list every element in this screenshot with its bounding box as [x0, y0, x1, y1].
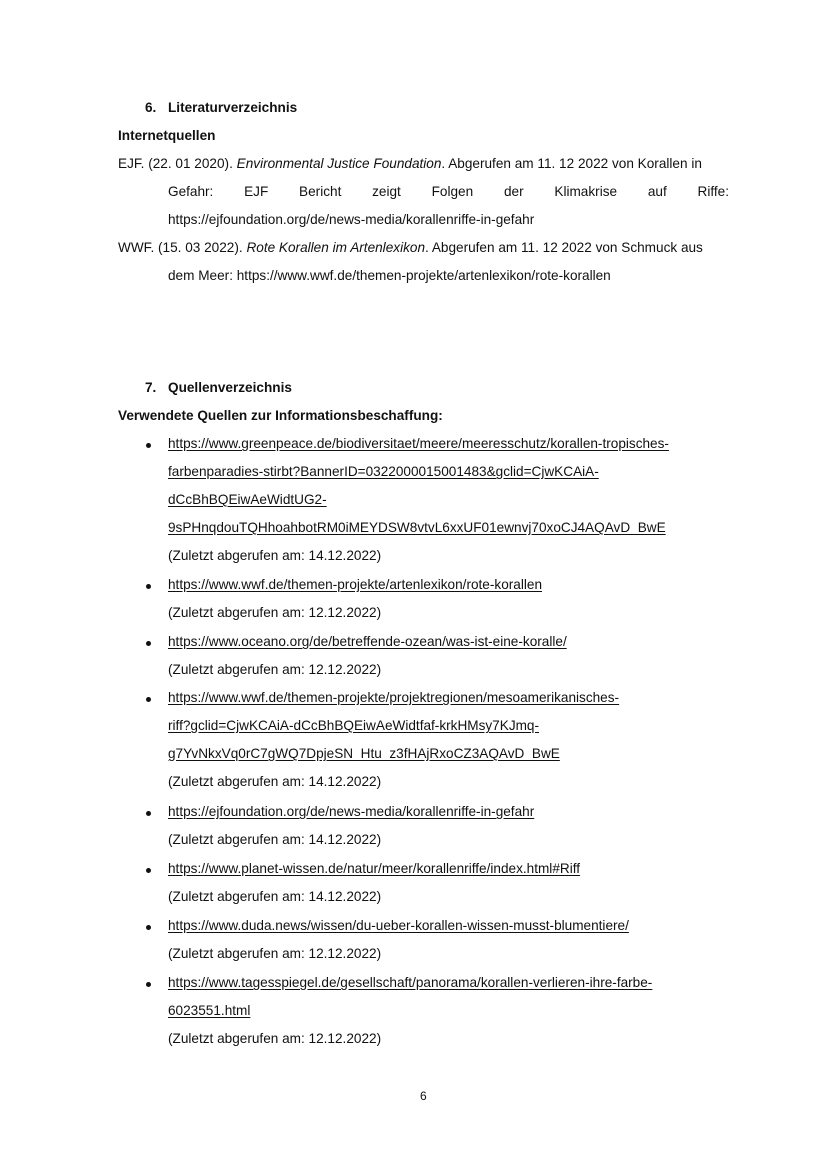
entry-title: Environmental Justice Foundation	[236, 156, 442, 171]
source-accessed-note: (Zuletzt abgerufen am: 12.12.2022)	[168, 605, 382, 620]
sources-heading-number: 7.	[145, 380, 157, 395]
source-accessed-note: (Zuletzt abgerufen am: 14.12.2022)	[168, 774, 382, 789]
literature-entry-ejf-line2	[168, 184, 729, 199]
source-link[interactable]: 9sPHnqdouTQHhoahbotRM0iMEYDSW8vtvL6xxUF01ewnvj70xoCJ4AQAvD_BwE	[168, 520, 666, 535]
source-link[interactable]: https://www.tagesspiegel.de/gesellschaft/panorama/korallen-verlieren-ihre-farbe-	[168, 975, 653, 990]
source-link[interactable]: farbenparadies-stirbt?BannerID=0322000015001483&gclid=CjwKCAiA-	[168, 464, 599, 479]
source-link[interactable]: https://www.planet-wissen.de/natur/meer/korallenriffe/index.html#Riff	[168, 861, 581, 876]
bullet-icon	[146, 925, 151, 930]
entry-word: EJF	[244, 184, 269, 199]
bullet-icon	[146, 641, 151, 646]
source-accessed-note: (Zuletzt abgerufen am: 14.12.2022)	[168, 889, 382, 904]
entry-prefix: WWF. (15. 03 2022).	[118, 240, 247, 255]
entry-word: Bericht	[299, 184, 342, 199]
source-link[interactable]: dCcBhBQEiwAeWidtUG2-	[168, 492, 327, 507]
source-link[interactable]: https://www.wwf.de/themen-projekte/artenlexikon/rote-korallen	[168, 577, 543, 592]
source-link[interactable]: riff?gclid=CjwKCAiA-dCcBhBQEiwAeWidtfaf-krkHMsy7KJmq-	[168, 718, 540, 733]
entry-title: Rote Korallen im Artenlexikon	[246, 240, 426, 255]
source-accessed-note: (Zuletzt abgerufen am: 12.12.2022)	[168, 1031, 382, 1046]
source-accessed-note: (Zuletzt abgerufen am: 14.12.2022)	[168, 832, 382, 847]
source-link[interactable]: https://www.greenpeace.de/biodiversitaet/meere/meeresschutz/korallen-tropisches-	[168, 436, 669, 451]
entry-word: auf	[647, 184, 667, 199]
entry-word: Klimakrise	[554, 184, 618, 199]
source-accessed-note: (Zuletzt abgerufen am: 12.12.2022)	[168, 662, 382, 677]
sources-heading: Quellenverzeichnis	[168, 380, 292, 395]
literature-heading: Literaturverzeichnis	[168, 100, 298, 115]
source-link[interactable]: https://ejfoundation.org/de/news-media/korallenriffe-in-gefahr	[168, 804, 535, 819]
entry-word: Folgen	[431, 184, 474, 199]
sources-subheading: Verwendete Quellen zur Informationsbeschaffung:	[118, 408, 443, 423]
source-link[interactable]: https://www.oceano.org/de/betreffende-ozean/was-ist-eine-koralle/	[168, 634, 567, 649]
literature-entry-wwf-line2: dem Meer: https://www.wwf.de/themen-projekte/artenlexikon/rote-korallen	[168, 268, 611, 283]
literature-heading-number: 6.	[145, 100, 157, 115]
source-link[interactable]: g7YvNkxVq0rC7gWQ7DpjeSN_Htu_z3fHAjRxoCZ3AQAvD_BwE	[168, 746, 560, 761]
bullet-icon	[146, 697, 151, 702]
source-accessed-note: (Zuletzt abgerufen am: 14.12.2022)	[168, 548, 382, 563]
bullet-icon	[146, 443, 151, 448]
bullet-icon	[146, 811, 151, 816]
page-number: 6	[420, 1089, 427, 1103]
literature-entry-ejf-line3: https://ejfoundation.org/de/news-media/korallenriffe-in-gefahr	[168, 212, 535, 227]
bullet-icon	[146, 868, 151, 873]
entry-word: der	[503, 184, 524, 199]
entry-line1-rest: . Abgerufen am 11. 12 2022 von Korallen in	[441, 156, 702, 171]
entry-line1-rest: . Abgerufen am 11. 12 2022 von Schmuck aus	[425, 240, 703, 255]
entry-word: Gefahr:	[168, 184, 214, 199]
source-link[interactable]: 6023551.html	[168, 1003, 251, 1018]
entry-prefix: EJF. (22. 01 2020).	[118, 156, 237, 171]
literature-entry-wwf-line1	[118, 240, 703, 255]
bullet-icon	[146, 584, 151, 589]
source-link[interactable]: https://www.duda.news/wissen/du-ueber-korallen-wissen-musst-blumentiere/	[168, 918, 629, 933]
literature-entry-ejf-line1	[118, 156, 702, 171]
internet-sources-subheading: Internetquellen	[118, 128, 216, 143]
source-link[interactable]: https://www.wwf.de/themen-projekte/projektregionen/mesoamerikanisches-	[168, 690, 620, 705]
bullet-icon	[146, 982, 151, 987]
entry-word: zeigt	[372, 184, 401, 199]
source-accessed-note: (Zuletzt abgerufen am: 12.12.2022)	[168, 946, 382, 961]
entry-word: Riffe:	[697, 184, 729, 199]
